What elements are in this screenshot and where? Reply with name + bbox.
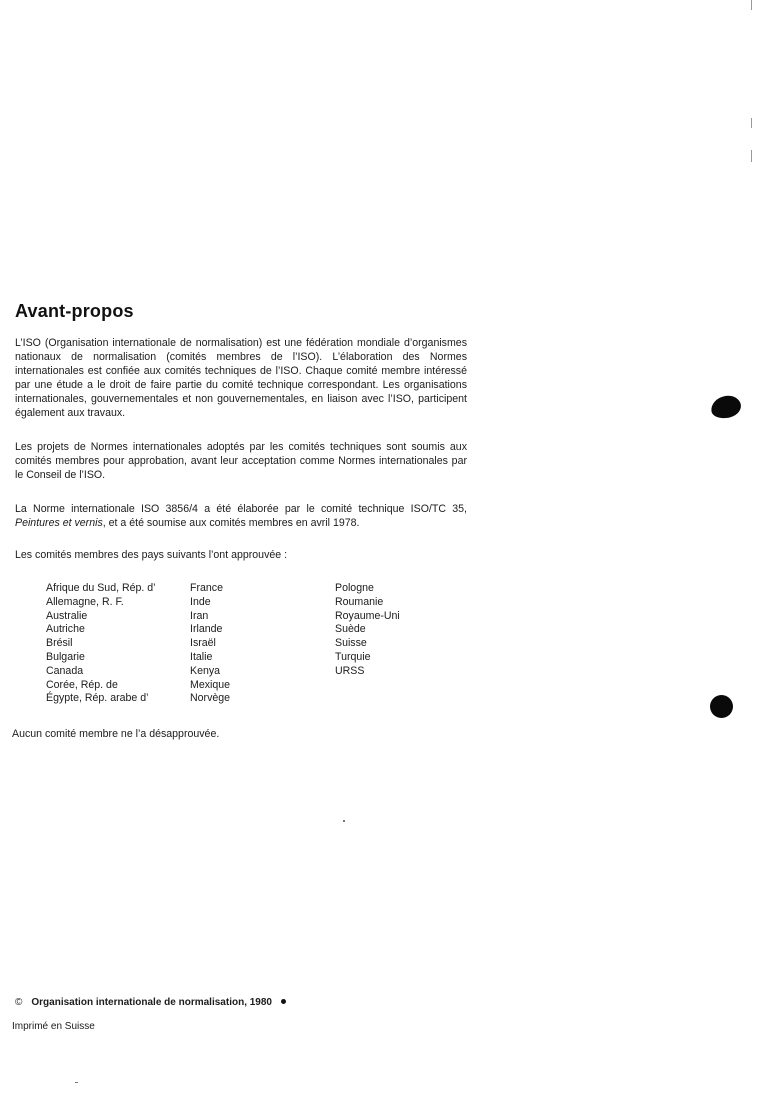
- country-item: Autriche: [46, 623, 85, 636]
- country-item: URSS: [335, 664, 365, 677]
- country-item: Afrique du Sud, Rép. d’: [46, 582, 156, 594]
- country-item: Canada: [46, 664, 84, 677]
- country-item: Kenya: [190, 664, 221, 677]
- country-list-column-2: [190, 582, 230, 706]
- approval-intro: Les comités membres des pays suivants l’ont approuvée :: [15, 549, 288, 561]
- standard-text-after: , et a été soumise aux comités membres en avril 1978.: [102, 517, 360, 529]
- country-item: Pologne: [335, 582, 374, 594]
- disapproval-note: Aucun comité membre ne l’a désapprouvée.: [12, 728, 220, 740]
- foreword-paragraph-iso: L’ISO (Organisation internationale de normalisation) est une fédération mondiale d’organismes nationaux de normalisation (comités membres de l’ISO). L’élaboration des Normes internationales est confiée aux comités techniques de l’ISO. Chaque comité membre intéressé par une étude a le droit de faire partie du comité technique correspondant. Les organisations internationales, gouvernementales et non gouvernementales, en liaison avec l’ISO, participent également aux travaux.: [15, 337, 467, 419]
- country-item: Inde: [190, 595, 211, 608]
- country-item: Turquie: [335, 650, 371, 663]
- standard-text-before: La Norme internationale ISO 3856/4 a été élaborée par le comité technique ISO/TC 35,: [15, 503, 467, 515]
- country-item: France: [190, 582, 223, 594]
- bullet-dot-icon: [281, 999, 286, 1004]
- country-item: Israël: [190, 637, 216, 650]
- country-item: Norvège: [190, 692, 231, 705]
- scan-edge-mark: [751, 150, 752, 162]
- committee-title: Peintures et vernis: [15, 517, 103, 529]
- country-item: Australie: [46, 609, 88, 622]
- country-item: Bulgarie: [46, 650, 85, 663]
- country-item: Iran: [190, 609, 209, 622]
- country-item: Suisse: [335, 637, 367, 650]
- country-item: Allemagne, R. F.: [46, 595, 124, 608]
- country-item: Mexique: [190, 678, 231, 691]
- country-item: Italie: [190, 650, 213, 663]
- country-list-column-3: [335, 582, 400, 679]
- country-list-column-1: [46, 582, 156, 706]
- country-item: Roumanie: [335, 595, 384, 608]
- country-item: Égypte, Rép. arabe d’: [46, 692, 149, 705]
- country-item: Corée, Rép. de: [46, 678, 118, 691]
- page-title: Avant-propos: [15, 301, 134, 321]
- scan-edge-mark: [751, 118, 752, 128]
- copyright-text: Organisation internationale de normalisation, 1980: [31, 997, 272, 1008]
- scan-speck: [75, 1082, 78, 1083]
- copyright-symbol: ©: [15, 997, 23, 1008]
- punch-hole-mark: [710, 695, 733, 718]
- punch-hole-mark: [710, 394, 743, 420]
- country-item: Royaume-Uni: [335, 609, 400, 622]
- foreword-paragraph-drafts: Les projets de Normes internationales adoptés par les comités techniques sont soumis aux comités membres pour approbation, avant leur acceptation comme Normes internationales par le Conseil de l’ISO.: [15, 441, 467, 481]
- scan-edge-mark: [751, 0, 752, 10]
- country-item: Irlande: [190, 623, 223, 636]
- country-item: Suède: [335, 623, 366, 636]
- scan-speck: [343, 820, 345, 822]
- printed-in-note: Imprimé en Suisse: [12, 1021, 95, 1032]
- foreword-paragraph-standard: [15, 502, 467, 530]
- country-item: Brésil: [46, 637, 73, 650]
- copyright-line: [15, 997, 286, 1008]
